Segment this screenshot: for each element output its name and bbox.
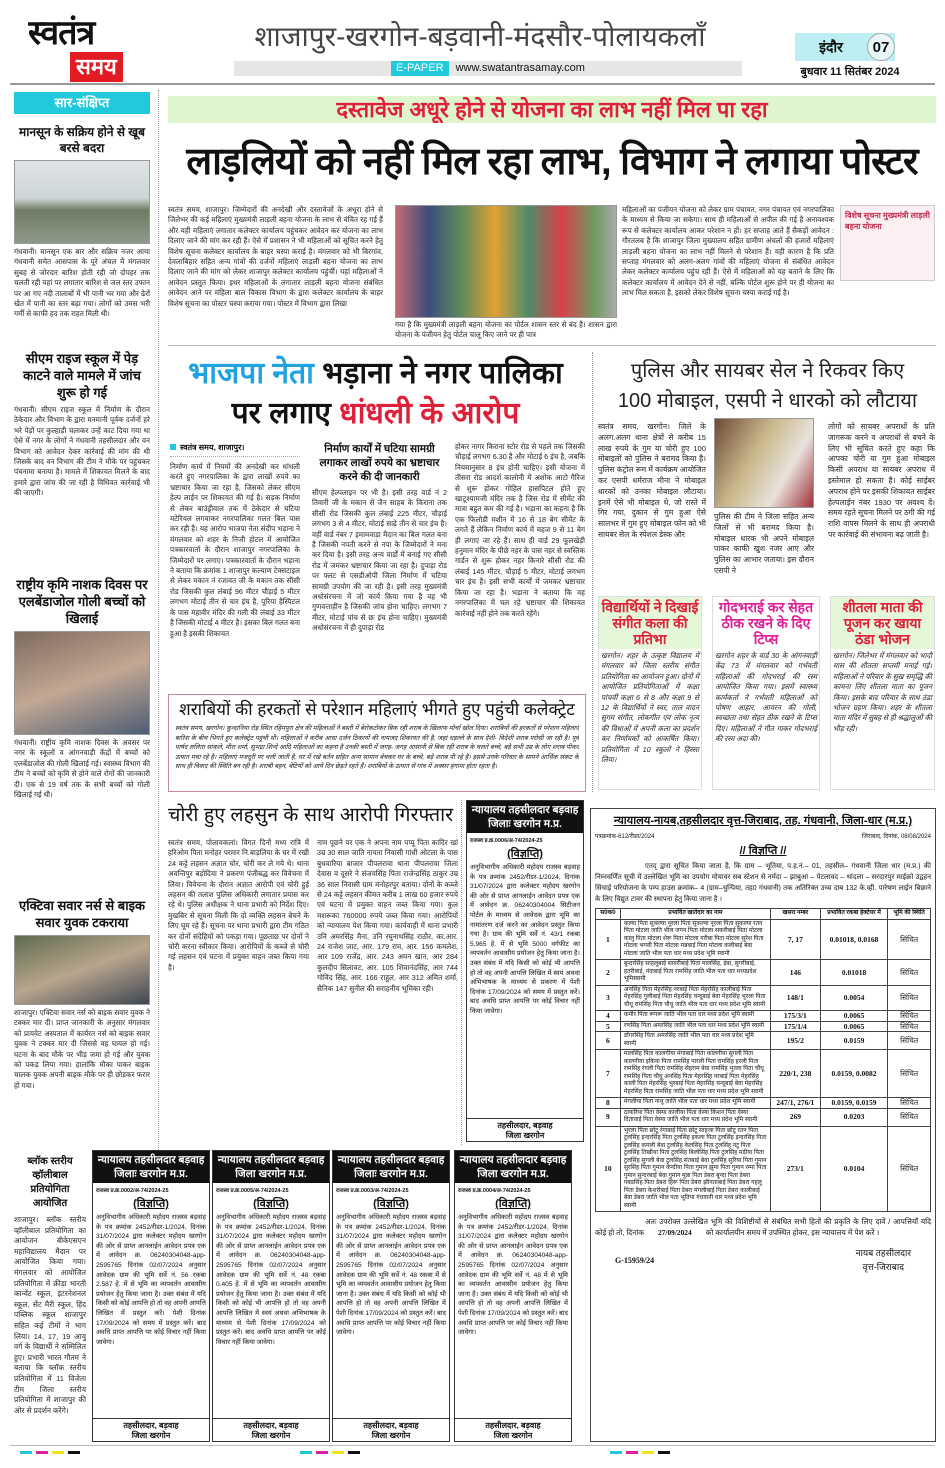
brief-body: खरगोन। जिलेभर में मंगलवार को भादौ मास की शीतला सप्तमी मनाई गई। महिलाओं ने परिवार के सुख समृद्धि की कामना लिए शीतला माता का पूजन किया। इसके बाद परिवार के साथ ठंडा भोजन ग्रहण किया। शहर के शीतला माता मंदिर में सुबह से ही श्रद्धालुओं की भीड़ रही। — [833, 651, 932, 733]
brief-box — [712, 596, 820, 790]
cell-status: सिंचित — [888, 1126, 931, 1212]
jirabad-intro: एतद् द्वारा सूचित किया जाता है, कि ग्राम – भूतिया, प.ह.नं.– 01, तहसील– गंधवानी जिला धार (म.प्र.) की निम्नवर्णित सूची में उल्लेखित भूमि का उपयोग मोयावर सब स्टेशन से नर्मदा – झाबुआ – पेटलावद – थांदला – सरदारपुर माईक्रो उद्वहन सिंचाई परियोजना के पम्प हाउस क्रमांक– 4 (ग्राम–चुन्पिया, तह0 गंधवानी) तक अतिरिक्त उच्च दाब 132 के.व्ही. पारेषण लाईन बिछाने के लिए विद्युत टावर की स्थापना हेतु किया जाना है । — [595, 863, 931, 903]
cell-name: कमीर पिता रूपरू जाति भील पता धार मध्य प्रदेश भूमि स्वामी — [620, 1011, 770, 1022]
lead-kicker: दस्तावेज अधूरे होने से योजना का लाभ नहीं मिल पा रहा — [168, 96, 936, 123]
notice-body: अनुविभागीय अधिकारी महोदय राजस्व बड़वाह के पत्र क्रमांक 2452/रीडर-1/2024, दिनांक 31/07/2024 द्वारा कलेक्टर महोदय खरगोन की ओर से प्राप्त आनलाईन आवेदन प्रपत्र एक में आवेदन क्र. 06240304048-app-2595765 दिनांक 02/07/2024 अनुसार आवेदक ग्राम की भूमि सर्वे नं. 48 में से भूमि का व्यपवर्तन आवासीय प्रयोजन हेतु किया जाना है। उक्त संबंध में यदि किसी को कोई भी आपत्ति हो तो वह अपनी आपत्ति लिखित में पेशी दिनांक 17/09/2024 को प्रस्तुत करें। बाद अवधि प्राप्त आपत्ति पर कोई विचार नहीं किया जावेगा। — [458, 1214, 568, 1337]
barwah-notice — [454, 1150, 572, 1442]
cell-status: सिंचित — [888, 1011, 931, 1022]
cell-area: 0.0065 — [820, 1021, 887, 1032]
notice-district: जिलाः खरगोन म.प्र. — [488, 818, 562, 830]
cell-no: 5 — [596, 1021, 621, 1032]
cell-status: सिंचित — [888, 960, 931, 986]
cell-no: 10 — [596, 1126, 621, 1212]
cell-area: 0.0054 — [820, 985, 887, 1011]
lead-poster-photo — [840, 205, 935, 281]
notice-signature — [93, 1418, 209, 1441]
cell-no: 6 — [596, 1032, 621, 1050]
jirabad-ref: पत्रक्रमांक-612/रीडर/2024 — [595, 834, 655, 840]
table-row — [596, 1050, 931, 1098]
cell-name: मालसिंह पिता कालगीया मंगाबाई पिता कालगीया सुगली पिता कालगीया इकिया पिता रामसिंह पारली पिता रामसिंह हरली पिता रामसिंह रंगली पिता रामसिंह सेहराम बेवा रामसिंह भुरला पिता चौधू रामसिंह पिता चौधू अनसिंह पिता मेहरसिंह नरबाई पिता मेहरसिंह काली पिता मेहरसिंह भुरबाई पिता मेहरसिंह चन्दूबाई बेवा मेहरसिंह मेहरसिंह पिता रामसिंह जाति भील पता धार मध्य प्रदेश भूमि स्वामी — [620, 1050, 770, 1098]
notice-signature — [333, 1418, 449, 1441]
signature-line1: तहसीलदार, बड़वाह — [485, 1421, 541, 1430]
bjp-body-col3: होकर नागर किराना स्टोर रोड से पहले तक जिसकी चौड़ाई लगभग 6.30 है और मोटाई 6 इंच है, जबकि नियमानुसार 8 इंच होनी चाहिए। इसी योजना में तीसरा रोड आदर्श कालोनी में अशोक आटो गैरिज से शुरू होकर गोहिल हासपिटल होते हुए खाटूश्यामजी मंदिर तक है जिस रोड में सीमेंट की मात्रा बहुत कम की गई है। भड़ाना का कहना है कि एक फिलोडी मशीन में 16 से 18 बेग सीमेंट के लगते हैं लेकिन निर्माण कार्य में महज 9 से 11 बेग ही लगाए जा रहे हैं। साथ ही वार्ड 29 फूलखेड़ी हनुमान मंदिर के पीछे नहर के पास नहर से स्वस्तिक गार्डन से शुरू होकर नहर किनारे सीसी रोड की लंबाई 145 मीटर, चौड़ाई 5 मीटर, मोटाई लगभग चार इंच है। इसी सभी कार्यों में जमकर भ्रष्टाचार किया जा रहा है। भड़ाना ने बताया कि वह नगरपालिका में चल रहे भ्रष्टाचार की शिकायत कार्रवाई नहीं होने तक करते रहेंगे। — [455, 442, 585, 618]
brief-box — [830, 596, 935, 790]
table-row — [596, 1011, 931, 1022]
garlic-body-col2: नाम पूछने पर एक ने अपना नाम पप्पू पिता कादिर खां उम्र 30 साल जाति नायता निवासी गांधी ओटला के पास बुधवारिया बाजार पीपलरावा थाना पीपलरावा जिला देवास व दूसरे ने संजयसिंह पिता राजेन्द्रसिंह ठाकुर उम्र 36 साल निवासी ग्राम मनोहरपुर बताया। दोनों के कब्जे से 24 कट्टे लहसन कीमत करीब 1 लाख 60 हजार रुपये एवं घटना में प्रयुक्त वाहन जब्त किया गया। कुल मशरूका 760000 रुपये जब्त किया गया। आरोपियों को न्यायालय पेश किया गया। कार्यवाही में थाना प्रभारी उनि अमरसिंह मैना, उनि रघुनाथसिंह राठौर, का.आर. 24 राजेश जाट, आर. 179 राम, आर. 156 कमलेश, आर 109 राजेंद्र, आर. 243 अमन खान, आर 284 कुलदीप सिलावट, आर. 105 शिवानंदसिंह, आर 744 गोविंद सिंह, आर. 166 राहुल, आर 312 अमित शर्मा, सैनिक 147 सुनील की सराहनीय भूमिका रही। — [317, 838, 458, 993]
cell-area: 0.01018, 0.0168 — [820, 919, 887, 960]
bjp-col2-block — [312, 442, 447, 684]
brief-headline: शीतला माता की पूजन कर खाया ठंडा भोजन — [831, 597, 934, 649]
notice-district: जिलाः खरगोन म.प्र. — [114, 1168, 188, 1180]
cell-no: 3 — [596, 985, 621, 1011]
cell-name: रणसिंह पिता अमरसिंह जाति भील पता धार मध्य प्रदेश भूमि स्वामी — [620, 1021, 770, 1032]
masthead-divider — [10, 83, 935, 85]
registration-mark — [68, 1451, 80, 1454]
cell-name: अनसिंह पिता मेहरसिंह नरबाई पिता मेहरसिंह कालीबाई पिता मेहरसिंह गुलीबाई पिता मेहरसिंह चन्दूबाई बेवा मेहरसिंह भुरला पिता चौधू रामसिंह पिता चौधू जाति भील पता धार मध्य प्रदेश भूमि स्वामी — [620, 985, 770, 1011]
epaper-bar — [234, 61, 742, 76]
epaper-label: E-PAPER — [391, 61, 448, 76]
notice-body: अनुविभागीय अधिकारी महोदय राजस्व बड़वाह के पत्र क्रमांक 2452/रीडर-1/2024, दिनांक 31/07/2024 द्वारा कलेक्टर महोदय खरगोन की ओर से प्राप्त आनलाईन आवेदन प्रपत्र एक में आवेदन क्र. 06240304048-app-2595765 दिनांक 02/07/2024 अनुसार आवेदक ग्राम की भूमि सर्वे नं. 48 रकबा में से भूमि का व्यपवर्तन आवासीय प्रयोजन हेतु किया जाना है। उक्त संबंध में यदि किसी को कोई भी आपत्ति हो तो वह अपनी आपत्ति लिखित में पेशी दिनांक 17/09/2024 को प्रस्तुत करें। बाद अवधि प्राप्त आपत्ति पर कोई विचार नहीं किया जावेगा। — [336, 1214, 446, 1337]
notice-district: जिला खरगोन म.प्र. — [477, 1168, 549, 1180]
bjp-body-col2: सीएम हेल्पलाइन पर भी है। इसी तरह वार्ड नं 2 तिवारी जी के मकान से जैन साहब के किराना तक सीसी रोड जिसकी कुल लंबाई 225 मीटर, चौड़ाई लगभग 3 से 4 मीटर, मोटाई साढ़े तीन से चार इंच है। वहीं वार्ड नंबर 7 इमामवाड़ा मैदान का बिल गलत बना है जिसकी नपती करने से नपा के जिम्मेदारों ने मना कर दिया है। इसी तरह अन्य वार्डों में बनाई गए सीसी रोड में जमकर भ्रष्टाचार किया जा रहा है। दुपाड़ा रोड पर फ्लट से एसडीओपी जिला निर्माण में घटिया सामग्री उपयोग की जा रही है। इसी तरह मुख्यमंत्री अधोसंरचना में जो कार्य किया गया है वह भी गुणवत्ताहीन है जिसकी जांच होना चाहिए। लगभग 7 मीटर, मोटाई पांच से छः इंच होना चाहिए। मुख्यमंत्री अधोसंरचना में ही दुपाड़ा रोड — [312, 488, 447, 633]
notice-title: (विज्ञप्ति) — [373, 1198, 409, 1210]
sidebar-story-body: गंधवानी। राष्ट्रीय कृमि नाशक दिवस के अवसर पर नगर के स्कूलों व आंगनवाड़ी केंद्रों में बच्चों को एलबेंडाजोल की गोली खिलाई गई। स्वास्थ्य विभाग की टीम ने बच्चों को कृमि से होने वाले रोगों की जानकारी दी। एक से 19 वर्ष तक के सभी बच्चों को गोली खिलाई गई थी। — [14, 738, 150, 800]
notice-ref: राजस्व प्र.क्र.0006/अ-74/2024-25 — [470, 838, 543, 844]
cell-area: 0.0159 — [820, 1032, 887, 1050]
notice-signature — [455, 1418, 571, 1441]
signature-line1: तहसीलदार, बड़वाह — [123, 1421, 179, 1430]
cell-khasra: 273/1 — [770, 1126, 820, 1212]
notice-title: (विज्ञप्ति) — [507, 848, 543, 860]
cell-no: 9 — [596, 1108, 621, 1126]
edition-title: शाजापुर-खरगोन-बड़वानी-मंदसौर-पोलायकलाँ — [254, 21, 706, 52]
sidebar-section-label: सार-संक्षिप्त — [14, 92, 150, 114]
signature-line1: तहसीलदार, बड़वाह — [363, 1421, 419, 1430]
notice-code: G-15959/24 — [615, 1255, 655, 1265]
sidebar-story — [14, 897, 150, 1147]
sidebar-story-body: शाजापुर। एक्टिवा सवार नर्स को बाइक सवार युवक ने टक्कर मार दी। प्राप्त जानकारी के अनुसार मंगलवार को प्रायवेट अस्पताल में कार्यरत नर्स को बाइक सवार युवक ने टक्कर मार दी जिससे वह घायल हो गई। घटना के बाद मौके पर भीड़ जमा हो गई और युवक को पकड़ लिया गया। हालांकि मौका पाकर बाइक चालक युवक अपनी बाइक मौके पर ही छोड़कर फरार हो गया। — [14, 1008, 150, 1090]
table-header: स0क0 — [596, 909, 621, 920]
cell-no: 2 — [596, 960, 621, 986]
notice-signature — [467, 1118, 583, 1141]
barwah-notice — [332, 1150, 450, 1442]
cell-khasra: 146 — [770, 960, 820, 986]
lead-body-col3: महिलाओं का पंजीयन योजना को लेकर ग्राम पंचायत, नगर पंचायत एवं नगरपालिका के माध्यम से किया जा सकेगा। साथ ही महिलाओं से अपील की गई है अनावश्यक रूप से कलेक्टर कार्यालय आकर परेशान न हों। हर सप्ताह आते हैं सैकड़ों आवेदन : गौरतलब है कि शाजापुर जिला मुख्यालय सहित ग्रामीण अंचलों की हजारों महिलाएं लाड़ली बहना योजना का लाभ नहीं मिलने से परेशान हैं। यही कारण है कि प्रति सप्ताह मंगलवार को अलग-अलग गांवों की महिलाएं योजना से संबंधित आवेदन लेकर कलेक्टर कार्यालय पहुंच रही हैं। ऐसे में महिलाओं को यह बताने के लिए कि कलेक्टर कार्यालय में आवेदन देने से नहीं, बल्कि पोर्टल शुरू होने पर ही योजना का लाभ मिल सकता है, इसको लेकर विशेष सूचना चस्पा कराई गई है। — [622, 205, 834, 298]
registration-mark — [52, 1451, 64, 1454]
sidebar-photo-river — [14, 160, 150, 244]
logo-bottom: समय — [70, 52, 123, 82]
signature-line1: तहसीलदार, बड़वाह — [243, 1421, 299, 1430]
signature-line1: नायब तहसीलदार — [855, 1248, 911, 1258]
lead-photo-caption: गया है कि मुख्यमंत्री लाड़ली बहना योजना का पोर्टल शासन स्तर से बंद है। शासन द्वारा योजना के पंजीयन हेतु पोर्टल चालू किए जाने पर ही पात्र — [395, 320, 617, 340]
poster-text: विशेष सूचना मुख्यमंत्री लाड़ली बहना योजना — [845, 211, 930, 231]
notice-court: न्यायालय तहसीलदार बड़वाह — [337, 1154, 445, 1166]
cell-khasra: 269 — [770, 1108, 820, 1126]
lead-headline: लाड़लियों को नहीं मिल रहा लाभ, विभाग ने लगाया पोस्टर — [186, 141, 918, 183]
bjp-headline-blue: भाजपा नेता — [188, 357, 314, 390]
jirabad-meta — [595, 833, 931, 841]
cell-area: 0.0104 — [820, 1126, 887, 1212]
garlic-columns — [168, 838, 458, 1142]
table-row — [596, 919, 931, 960]
cell-name: मंगलीया पिता नाथू जाति भील पता धार मध्य प्रदेश भूमि स्वामी — [620, 1098, 770, 1109]
notice-title: (विज्ञप्ति) — [495, 1198, 531, 1210]
notice-ref: राजस्व प्र.क्र.0002/अ-74/2024-25 — [96, 1188, 169, 1194]
cell-no: 1 — [596, 919, 621, 960]
sidebar-headline: सीएम राइज स्कूल में पेड़ काटने वाले मामले में जांच शुरू हो गई — [23, 351, 141, 400]
bjp-headline-black2: पर लगाए — [231, 397, 331, 430]
police-headline-line1: पुलिस और सायबर सेल ने रिकवर किए — [630, 360, 905, 382]
bjp-headline-line1 — [168, 354, 583, 394]
cell-area: 0.01018 — [820, 960, 887, 986]
registration-mark — [626, 1451, 638, 1454]
table-header: भूमि की स्थिति — [888, 909, 931, 920]
notice-court: न्यायालय तहसीलदार बड़वाह — [471, 804, 579, 816]
cell-khasra: 175/3/1 — [770, 1011, 820, 1022]
column-divider — [461, 800, 462, 1145]
jirabad-title: न्यायालय-नायब,तहसीलदार वृत्त-जिराबाद, तह. गंधवानी, जिला-धार (म.प्र.) — [613, 815, 913, 827]
brief-headline: गोदभराई कर सेहत ठीक रखने के दिए टिप्स — [713, 597, 819, 649]
signature-line2: जिला खरगोन — [371, 1431, 411, 1440]
garlic-body-col1: स्वतंत्र समय, पोलायकलां। विगत दिनों मध्य रात्रि में हरिओम पिता मनोहर परमार नि.बाड़लिया के घर में रखी 24 कट्टे लहसन अज्ञात चोर, चोरी कर ले गये थे। थाना अवन्तिपुर बड़ोदिया ने प्रकरण पंजीबद्ध कर विवेचना में लिया। विवेचना के दौरान अज्ञात आरोपी एवं चोरी हुई लहसन की तलाश पुलिस अधिकारी लगातार प्रयास कर रहे थे। पुलिस अधीक्षक ने थाना प्रभारी को निर्देश दिए। मुखबिर से सूचना मिली कि दो व्यक्ति लहसन बेचने के लिए घूम रहे हैं। सूचना पर थाना प्रभारी द्वारा टीम गठित कर दोनों संदेहियों को पकड़ा गया। पूछताछ पर दोनों ने चोरी करना स्वीकार किया। आरोपियों के कब्जे से चोरी गई लहसन एवं घटना में प्रयुक्त वाहन जब्त किया गया है। — [168, 838, 309, 972]
bjp-subhead: निर्माण कार्यों में घटिया सामग्री लगाकर लाखों रुपये का भ्रष्टाचार करने की दी जानकारी — [319, 443, 440, 483]
closing-date: 27/09/2024 — [658, 1228, 692, 1237]
cell-area: 0.0159, 0.0159 — [820, 1098, 887, 1109]
lead-body-col1: स्वतंत्र समय, शाजापुर। जिम्मेदारों की अनदेखी और दस्तावेजों के अधूरा होने से जिलेभर की कई महिलाएं मुख्यमंत्री लाड़ली बहना योजना के लाभ से वंचित रह गई हैं और यही महिलाएं लगातार कलेक्टर कार्यालय पहुंचकर आवेदन कर योजना का लाभ दिलाए जाने की मांग कर रही हैं। ऐसे में प्रशासन ने भी महिलाओं को सूचित करने हेतु विशेष सूचना कलेक्टर कार्यालय के बाहर चस्पा कराई है। मंगलवार को भी बिरगांव, देवलाबिहार सहित अन्य गांवों की दर्जनों महिलाएं लाड़ली बहना योजना का लाभ दिलाए जाने की मांग को लेकर शाजापुर कलेक्टर कार्यालय पहुंचीं। यहां महिलाओं ने आवेदन प्रस्तुत किया। इधर महिलाओं के लगातार लाड़ली बहना योजना संबंधित आवेदन आने पर महिला बाल विकास विभाग के द्वारा कलेक्टर कार्यालय के बाहर विशेष सूचना का पोस्टर चस्पा कराया गया। पोस्टर में विभाग द्वारा लिखा — [168, 205, 383, 308]
barwah-notice — [466, 800, 584, 1142]
cell-status: सिंचित — [888, 1108, 931, 1126]
sidebar-story — [14, 1155, 86, 1442]
notice-district: जिलाः खरगोन म.प्र. — [354, 1168, 428, 1180]
notice-signature — [213, 1418, 329, 1441]
cell-status: सिंचित — [888, 1021, 931, 1032]
cell-khasra: 247/1, 276/1 — [770, 1098, 820, 1109]
registration-mark — [36, 1451, 48, 1454]
table-header: खसरा नम्बर — [770, 909, 820, 920]
cell-status: सिंचित — [888, 919, 931, 960]
notice-header — [93, 1151, 209, 1183]
cell-khasra: 7, 17 — [770, 919, 820, 960]
jirabad-signature — [856, 1246, 911, 1274]
cell-status: सिंचित — [888, 985, 931, 1011]
notice-district: जिला खरगोन म.प्र. — [235, 1168, 307, 1180]
sidebar-headline: ब्लॉक स्तरीय व्हॉलीबाल प्रतियोगिता आयोजित — [27, 1156, 73, 1209]
issue-date: बुधवार 11 सितंबर 2024 — [800, 66, 900, 78]
masthead-logo[interactable] — [28, 14, 132, 82]
notice-ref: राजस्व प्र.क्र.0005/अ-74/2024-25 — [216, 1188, 289, 1194]
bjp-headline-red: धांधली के आरोप — [339, 397, 520, 430]
sidebar-story-body: गंधवानी। मानसून एक बार और सक्रिय नजर आया गंधवानी समेत आसपास के पूरे अंचल में मंगलवार सुबह से जोरदार बारिश होती रही जो दोपहर तक चलती रही यहां पर लगातार बारिश से जल स्तर उफान पर आ गए नदी तालाबों में भी पानी भर गया और ढेरों खेत में पानी का स्तर बढ़ा गया। लोगों को उमस भरी गर्मी से काफी हद तक राहत मिली थी। — [14, 247, 150, 319]
cell-no: 7 — [596, 1050, 621, 1098]
table-row — [596, 1032, 931, 1050]
police-body-col3: लोगों को सायबर अपराधों के प्रति जागरूक करने व अपराधों से बचने के लिए भी सूचित करते हुए कहा कि आपका चोरी या गुम हुआ मोबाइल किसी अपराध या सायबर अपराध में इस्तेमाल हो सकता है। कोई साईबर अपराध होने पर इसकी शिकायत साईबर हेल्पलाईन नंबर 1930 पर अवश्य दें। समय रहते सूचना मिलने पर ठगी की गई राशि वापस मिलने के साथ ही अपराधी पर कार्रवाई की संभावना बढ़ जाती है। — [828, 422, 935, 539]
bjp-dateline — [170, 442, 300, 457]
signature-line2: जिला खरगोन — [505, 1131, 545, 1140]
table-header: प्रभावित खातेदार का नाम — [620, 909, 770, 920]
notice-body: अनुविभागीय अधिकारी महोदय राजस्व बड़वाह के पत्र क्रमांक 2452/रीडर-1/2024, दिनांक 31/07/2024 द्वारा कलेक्टर महोदय खरगोन की ओर से प्राप्त आनलाईन आवेदन प्रपत्र एक में आवेदन क्र. 06240304004 सिटीजन पोर्टल के माध्यम से आवेदक द्वारा भूमि का नामांतरण दर्ज करने का आवेदन प्रस्तुत किया गया है। ग्राम की भूमि सर्वे नं. 43/1 रकबा 5.965 हे. में से भूमि 5000 वर्गफीट का व्यपवर्तन आवासीय प्रयोजन हेतु किया जाना है। उक्त संबंध में यदि किसी को कोई भी आपत्ति हो तो वह अपनी आपत्ति लिखित में स्वयं अथवा अभिभाषक के माध्यम से प्रकरण में पेशी दिनांक 17/09/2024 को समय में प्रस्तुत करें। बाद अवधि प्राप्त आपत्ति पर कोई विचार नहीं किया जावेगा। — [470, 864, 580, 1015]
drunk-story-box — [168, 694, 586, 792]
website-link[interactable]: www.swatantrasamay.com — [455, 62, 585, 74]
cell-area: 0.0203 — [820, 1108, 887, 1126]
cell-khasra: 148/1 — [770, 985, 820, 1011]
signature-line2: जिला खरगोन — [493, 1431, 533, 1440]
cell-no: 4 — [596, 1011, 621, 1022]
brief-body: खरगोन। शहर के उत्कृष्ट विद्यालय में मंगलवार को जिला स्तरीय संगीत प्रतियोगिता का आयोजन हुआ। दोनों में आयोजित प्रतियोगिताओं में कक्षा पांचवीं कक्षा 6 से 8 और कक्षा 9 से 12 के विद्यार्थियों ने स्वर, ताल वादन सुगम संगीत, लोकगीत एवं लोक नृत्य की विधाओं में अपनी कला का प्रदर्शन कर निर्णायकों को आकर्षित किया। प्रतियोगिता में 10 स्कूलों ने हिस्सा लिया। — [601, 651, 699, 765]
table-row — [596, 1108, 931, 1126]
table-row — [596, 1098, 931, 1109]
cell-name: भुरला पिता छोटू रंगाबाई पिता छोटू साहजा पिता छोटू रतन पिता टुलसिंह इन्दरसिंह पिता टुलसिंह इकला पिता टुलसिंह इन्दरसिंह पिता टुलसिंह कमली बेवा टुलसिंह केलसिंह पिता टुलसिंह नटु पिता टुलसिंह तिखीया पिता टुलसिंह बिलोसिंह पिता टुलसिंह मड़ीया पिता टुलसिंह सुगली बेवा टुलसिंह संतबाई बेवा टुलसिंह सुरिया पिता गुमान सुरसिंह पिता गुमान केन्दीया पिता गुमान झुमा पिता गुमान रम्मा पिता गुमान सुन्दरबाई बेवा गुमान मुन्ना पिता डेबरा बुन्दा पिता डेबरा गबडसिंह पिता डेबरा हिरू पिता डेबरा झीनताबाई पिता डेबरा गहलू पिता डेबरा केशरीबाई पिता डेबरा मंगलीबाई पिता डेबरा कालीबाई बेवा डेबरा जाति भील पता भूतिया गंधवानी धार मध्य प्रदेश भूमि स्वामी — [620, 1126, 770, 1212]
logo-top: स्वतंत्र — [28, 14, 95, 52]
notice-header — [467, 801, 583, 833]
cell-status: सिंचित — [888, 1098, 931, 1109]
sidebar-headline: मानसून के सक्रिय होने से खूब बरसे बदरा — [19, 125, 145, 155]
registration-mark — [610, 1451, 622, 1454]
footer-divider — [10, 1445, 935, 1446]
cell-name: डोंगरसिंह पिता अमरसिंह जाति भील पता धार मध्य प्रदेश भूमि स्वामी — [620, 1032, 770, 1050]
sidebar-story-body: शाजापुर। ब्लॉक स्तरीय व्हॉलीबाल प्रतियोगिता का आयोजन बीकेएसएन महाविद्यालय मैदान पर आयोजित किया गया। मंगलवार को आयोजित प्रतियोगिता में क्रीड़ा भारती कान्वेंट स्कूल, इंटरनेशनल स्कूल, सेंट मैरी स्कूल, हिंद पब्लिक स्कूल शाजापुर सहित कई टीमों ने भाग लिया। 14, 17, 19 आयु वर्ग के विद्यार्थी ने सम्मिलित हुए। प्रभारी भारत गौतम ने बताया कि ब्लॉक स्तरीय प्रतियोगिता में 11 विजेता टीम जिला स्तरीय प्रतियोगिता में शाजापुर की ओर से प्रदर्शन करेंगे। — [14, 1215, 86, 1415]
page-number: 07 — [867, 33, 895, 61]
notice-court: न्यायालय तहसीलदार बड़वाह — [459, 1154, 567, 1166]
sidebar-story — [14, 576, 150, 894]
garlic-headline: चोरी हुए लहसुन के साथ आरोपी गिरफ्तार — [168, 804, 454, 826]
notice-header — [333, 1151, 449, 1183]
drunk-headline: शराबियों की हरकतों से परेशान महिलाएं भीगते हुए पहुंची कलेक्ट्रेट — [179, 700, 575, 719]
sidebar-story — [14, 350, 150, 572]
cell-khasra: 195/2 — [770, 1032, 820, 1050]
signature-line2: वृत्त-जिराबाद — [862, 1262, 905, 1272]
registration-mark — [20, 1451, 32, 1454]
bjp-headline-line2 — [168, 394, 583, 434]
cell-no: 8 — [596, 1098, 621, 1109]
lead-photo-women — [395, 205, 617, 318]
barwah-notice — [92, 1150, 210, 1442]
brief-headline: विद्यार्थियों ने दिखाई संगीत कला की प्रतिभा — [599, 597, 701, 649]
brief-body: खरगोन शहर के वार्ड 30 के आंगनवाड़ी केंद्र 73 में मंगलवार को गर्भवती महिलाओं की गोदभराई की रस्म आयोजित किया गया। इसमें स्वास्थ्य कार्यकर्ता ने गर्भवती महिलाओं को पोषण आहार, आयरन की गोली, स्वच्छता तथा सेहत ठीक रखने के टिप्स दिए। महिलाओं ने गीत गाकर गोदभराई की रस्म अदा की। — [715, 651, 817, 744]
column-divider — [592, 352, 593, 792]
registration-mark — [658, 1451, 670, 1454]
garlic-story — [168, 798, 458, 1142]
notice-body: अनुविभागीय अधिकारी महोदय राजस्व बड़वाह के पत्र क्रमांक 2452/रीडर-1/2024, दिनांक 31/07/2024 द्वारा कलेक्टर महोदय खरगोन की ओर से प्राप्त आनलाईन आवेदन प्रपत्र एक में आवेदन क्र. 06240304048-app-2595765 दिनांक 02/07/2024 अनुसार आवेदक ग्राम की भूमि सर्वे नं. 48 रकबा 0.405 हे. में से भूमि का व्यपवर्तन आवासीय प्रयोजन हेतु किया जाना है। उक्त संबंध में यदि किसी को कोई भी आपत्ति हो तो वह अपनी आपत्ति लिखित में स्वयं अथवा अभिभाषक के माध्यम से पेशी दिनांक 17/09/2024 को प्रस्तुत करें। बाद अवधि प्राप्त आपत्ति पर कोई विचार नहीं किया जावेगा। — [216, 1214, 326, 1346]
sidebar-photo-accident — [14, 935, 150, 1005]
closing-post: को कार्यालयीन समय में उपस्थित होकर, इस न्यायालय में पेश करें । — [705, 1228, 880, 1237]
jirabad-table — [595, 908, 931, 1212]
cell-name: बुन्दरसिंह साहलूबाई सायरीबाई पिता मालसिंह, इंबा, सुगरीबाई, हतरीबाई, नंदाबाई पिता रामसिंह जाति भील पता धार मध्यप्रदेश भूमिस्वामी — [620, 960, 770, 986]
closing-pre: अतः उपरोक्त उल्लेखित भूमि की विशिष्टीयों से संबंधित सभी हितों की प्रकृति के लिए दावें / आपत्तियाँ यदि कोई हो तो, दिनांक — [595, 1217, 931, 1237]
cell-status: सिंचित — [888, 1032, 931, 1050]
sidebar-story-body: गंधवानी। सीएम राइज स्कूल में निर्माण के दौरान ठेकेदार और विभाग के द्वारा मनमानी पूर्वक दर्जनों हरे भरे पेड़ों पर कुल्हाड़ी चलाकर उन्हें काट दिया गया था ऐसे में नगर के लोगों ने गंधवानी तहसीलदार और वन विभाग को आवेदन देकर कार्रवाई की मांग की थी जिसके बाद वन विभाग की टीम ने मौके पर पहुंचकर पंचनामा बनाया है। मामले में शिकायत मिलने के बाद हमारे द्वारा जांच की जा रही है विधिवत कार्रवाई भी की जाएगी। — [14, 405, 150, 498]
registration-mark — [348, 1451, 360, 1454]
sidebar-headline: एक्टिवा सवार नर्स से बाइक सवार युवक टकराया — [19, 898, 145, 930]
registration-mark — [316, 1451, 328, 1454]
police-photo — [714, 418, 814, 508]
registration-mark — [300, 1451, 312, 1454]
police-headline-line2: 100 मोबाइल, एसपी ने धारको को लौटाया — [617, 390, 918, 412]
dateline-text: स्वतंत्र समय, शाजापुर। — [180, 443, 245, 452]
table-row — [596, 985, 931, 1011]
cell-status: सिंचित — [888, 1050, 931, 1098]
notice-ref: राजस्व प्र.क्र.0003/अ-74/2024-25 — [336, 1188, 409, 1194]
notice-header — [455, 1151, 571, 1183]
police-body-col1: स्वतंत्र समय, खरगोन। जिले के अलग.अलग थाना क्षेत्रों से करीब 15 लाख रुपये के गुम या चोरी हुए 100 मोबाइलों को पुलिस ने बरामद किया है। पुलिस कंट्रोल रूम में कार्यक्रम आयोजित कर एसपी धर्मराज मीना ने मोबाइल धारकों को उनका मोबाइल लौटाया। इनमें ऐसे भी मोबाइल थे, जो रास्ते में गिर गया, दुकान से गुम हुआ ऐसे सालभर में गुम हुए मोबाइल फोन को भी सायबर सेल के स्पेशल डेस्क और — [598, 422, 706, 539]
cell-area: 0.0159, 0.0082 — [820, 1050, 887, 1098]
notice-body: अनुविभागीय अधिकारी महोदय राजस्व बड़वाह के पत्र क्रमांक 2452/रीडर-1/2024, दिनांक 31/07/2024 द्वारा कलेक्टर महोदय खरगोन की ओर से प्राप्त आनलाईन आवेदन प्रपत्र एक में आवेदन क्र. 06240304048-app-2595765 दिनांक 02/07/2024 अनुसार आवेदक ग्राम की भूमि सर्वे नं. 56 रकबा 2.587 हे. में से भूमि का व्यपवर्तन आवासीय प्रयोजन हेतु किया जाना है। उक्त संबंध में यदि किसी को कोई आपत्ति हो तो वह अपनी आपत्ति लिखित में प्रस्तुत करें। पेशी दिनांक 17/09/2024 को समय में प्रस्तुत करें। बाद अवधि प्राप्त आपत्ति पर कोई विचार नहीं किया जावेगा। — [96, 1214, 206, 1346]
police-headline — [600, 356, 935, 416]
table-row — [596, 1126, 931, 1212]
drunk-body: स्वतंत्र समय, खरगोन। कुन्दानिया रोड़ स्थित रहिमपुरा क्षेत्र की महिलाओं ने बस्ती में बेरोकटोकर बिक रही शराब के खिलाफ मोर्चा खोल दिया। शराबियों की हरकतों से परेशान महिलाएं बारिश के बीच भिगते हुए कलेक्ट्रेट पहुंची थी। महिलाओं ने करीब आधा दर्जन ठिकानों की नामजद शिकायत की है, जहां धड़ल्ले के साथ देशी- विदेशी शराब परोसी जा रही है। पूर्व पार्षद ललिता सांकले, मीरा शर्मा, सुभद्रा शिन्दे आदि महिलाओं का कहना है उनकी बस्ती में जगह- जगह आसानी से बिक रही शराब के चलते बच्चे, बड़े सभी उम्र के लोग शराब पीकर उत्पात मचा रहे है। महिलाएं मजदूरी पर चली जाती है, घर में रखे बर्तन सहित अन्य सामान बेचकर घर के बच्चे, बड़े शराब पी रहे है। इससे उनके परिवार के सामने आर्थिक संकट के साथ ही विवाद की स्थिति बन रही है। शराबी बहन, बेटियों को आये दिन छेड़ते रहते हैं। शराबियों के उत्पात से गांव में अक्सर हंगामा होता रहता है। — [175, 725, 579, 771]
registration-mark — [642, 1451, 654, 1454]
notice-title: (विज्ञप्ति) — [133, 1198, 169, 1210]
section-divider — [168, 345, 936, 346]
city-badge — [795, 33, 895, 61]
notice-court: न्यायालय तहसीलदार बड़वाह — [217, 1154, 325, 1166]
bjp-col1-block — [170, 442, 300, 684]
bjp-headline — [168, 354, 583, 434]
table-row — [596, 960, 931, 986]
city-name: इंदौर — [819, 38, 843, 55]
cell-khasra: 220/1, 238 — [770, 1050, 820, 1098]
bullet-icon — [170, 444, 176, 450]
sidebar-headline: राष्ट्रीय कृमि नाशक दिवस पर एलबेंडाजोल गोली बच्चों को खिलाई — [16, 577, 148, 626]
notice-header — [213, 1151, 329, 1183]
signature-line2: जिला खरगोन — [131, 1431, 171, 1440]
registration-mark — [332, 1451, 344, 1454]
jirabad-date: जिराबाद, दिनांक, 08/08/2024 — [861, 834, 931, 840]
sidebar-story — [14, 124, 150, 344]
cell-area: 0.0065 — [820, 1011, 887, 1022]
sidebar-photo-students — [14, 631, 150, 735]
cell-name: कल्या पिता सुकल्या नूरला पिता सुकल्या नूरला पिता सुकल्या रतन पिता मोटला जाति भील जगन पिता मोटला सकरीबाई पिता मोटला कालु पिता मोटला शेरू पिता मोटला गरीबा पिता मोटला सुरेश पिता मोटला भगवी पिता मोटला मन्नबाई पिता मोटला कलीबाई बेवा मोटला जाति भील पता धार मध्य प्रदेश भूमि स्वामी — [620, 919, 770, 960]
police-body-col2: पुलिस की टीम ने जिला सहित अन्य जिलों से भी बरामद किया है। मोबाइल धारक भी अपने मोबाइल पाकर काफी खुश नजर आए और पुलिस का आभार जताया। इस दौरान एसपी ने — [714, 512, 814, 575]
cell-khasra: 175/1/4 — [770, 1021, 820, 1032]
jirabad-notice — [590, 808, 936, 1442]
brief-box — [598, 596, 702, 790]
bjp-body-col1: निर्माण कार्य में नियमों की अनदेखी कर धांधली करते हुए नगरपालिका के द्वारा लाखों रुपये का भ्रष्टाचार किया जा रहा है, जिसको लेकर सीएम हेल्प लाईन पर शिकायत की गई है। सड़क निर्माण से लेकर बाउंड्रीवाल तक में ठेकेदार से घटिया मटेरियल लगवाकर नगरपालिका गलत बिल पास कर रही है। यह आरोप भाजपा नेता संदीप भड़ाना ने मंगलवार को शहर के निजी होटल में आयोजित पत्रकारवार्ता के दौरान शाजापुर नगरपालिका के जिम्मेदारों पर लगाए। पत्रकारवार्ता के दौरान भड़ाना ने बताया कि क्रमांक 1 शाजापुर कल्याण टेक्सटाइल से लेकर मकान नं रजावत जी के मकान तक सीसी रोड जिसकी कुल लंबाई 96 मीटर चौड़ाई 5 मीटर लगभग मोटाई तीन से चार इंच है, पूरिया हैस्पिटल के पास महावीर मंदिर की गली की लंबाई 33 मीटर है जिसकी मोटाई 4 मीटर है। इसका बिल गलत बना हुआ है इसकी शिकायत — [170, 462, 300, 638]
notice-ref: राजस्व प्र.क्र.0004/अ-74/2024-25 — [458, 1188, 531, 1194]
signature-line2: जिला खरगोन — [251, 1431, 291, 1440]
bjp-headline-black1: भड़ाना ने नगर पालिका — [322, 357, 563, 390]
table-header: प्रभावित रकबा हेक्टेयर में — [820, 909, 887, 920]
jirabad-heading: // विज्ञप्ति // — [739, 845, 787, 857]
notice-title: (विज्ञप्ति) — [253, 1198, 289, 1210]
table-row — [596, 1021, 931, 1032]
barwah-notice — [212, 1150, 330, 1442]
jirabad-closing — [595, 1216, 931, 1238]
column-divider — [158, 90, 159, 1150]
notice-court: न्यायालय तहसीलदार बड़वाह — [97, 1154, 205, 1166]
signature-line1: तहसीलदार, बड़वाह — [497, 1121, 553, 1130]
cell-name: ठाकरिया पिता वेस्या कालीया पिता वेस्या किशन पिता वेस्या दितावाई पिता वेस्या जाति भील पता धार मध्य प्रदेश भूमि स्वामी — [620, 1108, 770, 1126]
